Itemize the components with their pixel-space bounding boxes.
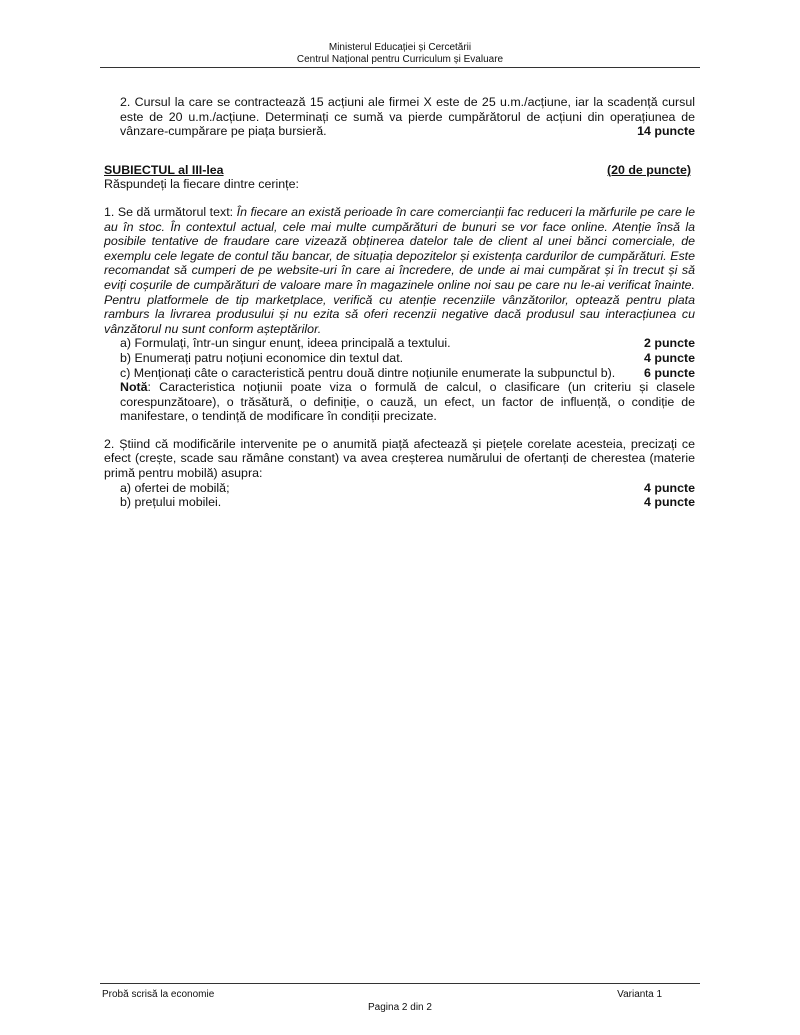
- item1-tasks: [104, 336, 695, 424]
- footer-exam: Probă scrisă la economie: [102, 989, 215, 1000]
- task-points: 4 puncte: [644, 350, 695, 365]
- task-row: [120, 366, 695, 381]
- subject3-instruction: Răspundeți la fiecare dintre cerințe:: [104, 177, 299, 192]
- task-text: b) Enumerați patru noțiuni economice din textul dat.: [120, 350, 404, 365]
- item1-text: [104, 205, 695, 336]
- item1-note: [120, 380, 695, 424]
- task-points: 4 puncte: [644, 480, 695, 495]
- task-text: c) Menționați câte o caracteristică pentru două dintre noțiunile enumerate la subpunctul b).: [120, 365, 616, 380]
- subject3-points: (20 de puncte): [607, 162, 691, 177]
- page-number: Pagina 2 din 2: [368, 1002, 432, 1013]
- item2-text: 2. Știind că modificările intervenite pe o anumită piață afectează și piețele corelate acesteia, precizați ce efect (crește, scade sau rămâne constant) va avea creșterea numărului de ofertanți de cherestea (materie primă pentru mobilă) asupra:: [104, 436, 695, 481]
- note-text: : Caracteristica noțiunii poate viza o formulă de calcul, o clasificare (un criteriu și clasele corespunzătoare), o trăsătură, o definiție, o cauză, un efect, un factor de influență, o condiție de manifestare, o tendință de modificare în condiții precizate.: [120, 380, 695, 424]
- header-ministry: Ministerul Educației și Cercetării: [328, 42, 472, 53]
- task-row: [120, 481, 695, 496]
- page-footer: [102, 988, 662, 1014]
- task-points: 4 puncte: [644, 495, 695, 510]
- task-text: a) ofertei de mobilă;: [120, 480, 230, 495]
- header-divider: [100, 67, 700, 68]
- task-points: 2 puncte: [644, 336, 695, 351]
- header-center: Centrul Național pentru Curriculum și Evaluare: [296, 54, 504, 65]
- item2-tasks: [104, 481, 695, 510]
- item1-intro: 1. Se dă următorul text:: [104, 204, 237, 219]
- task-row: [120, 351, 695, 366]
- footer-variant: Varianta 1: [617, 989, 662, 1000]
- subject3-title: SUBIECTUL al III-lea: [104, 162, 224, 177]
- page-content: [104, 95, 695, 510]
- task-row: [120, 336, 695, 351]
- task-row: [120, 495, 695, 510]
- page-header: [100, 42, 700, 66]
- task-text: a) Formulați, într-un singur enunț, ideea principală a textului.: [120, 336, 451, 351]
- note-label: Notă: [120, 380, 148, 395]
- subject2-item2-points: 14 puncte: [637, 124, 695, 139]
- subject3-heading: [104, 163, 691, 178]
- footer-divider: [100, 983, 700, 984]
- subject2-item2: [104, 95, 695, 139]
- item1-quote: În fiecare an există perioade în care comercianții fac reduceri la mărfurile pe care le au în stoc. În contextul actual, cele mai multe cumpărături de bunuri se vor face online. Atenție însă la posibile tentative de fraudare care vizează obținerea datelor tale de client al unei bănci comerciale, de exemplu cele legate de contul tău bancar, de situația depozitelor și existența cardurilor de cumpărături. Este recomandat să cumperi de pe website-uri în care ai încredere, de unde ai mai cumpărat și în trecut și să eviți coșurile de cumpărături de valoare mare în magazinele online noi sau pe care nu le-ai verificat înainte. Pentru platformele de tip marketplace, verifică cu atenție recenziile vânzătorilor, optează pentru plata ramburs la livrarea produsului și nu ezita să oferi recenzii negative dacă produsul sau interacțiunea cu vânzătorul nu sunt conform așteptărilor.: [104, 204, 695, 336]
- task-points: 6 puncte: [644, 365, 695, 380]
- subject2-item2-text: 2. Cursul la care se contractează 15 acțiuni ale firmei X este de 25 u.m./acțiune, iar la scadență cursul este de 20 u.m./acțiune. Determinați ce sumă va pierde cumpărătorul de acțiuni din operațiunea de vânzare-cumpărare pe piața bursieră.: [120, 95, 695, 139]
- task-text: b) prețului mobilei.: [120, 495, 222, 510]
